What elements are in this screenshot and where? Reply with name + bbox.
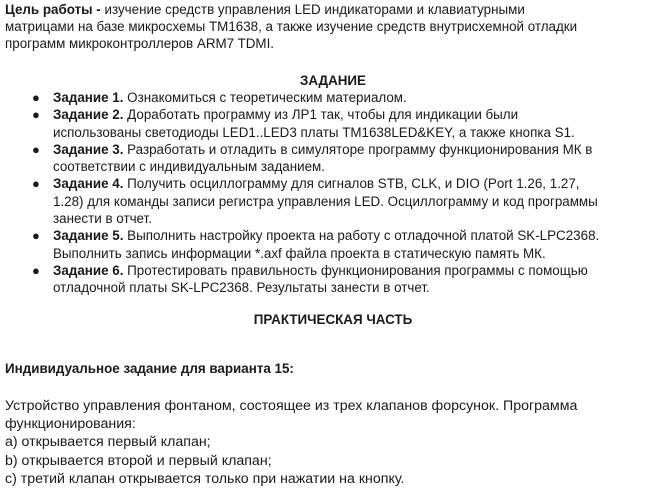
task-text: Получить осциллограмму для сигналов STB, CLK, и DIO (Port 1.26, 1.27, [123,176,580,192]
variant-title: Индивидуальное задание для варианта 15: [5,361,294,376]
task-item [0,89,666,106]
task-item [0,106,666,141]
task-text: Доработать программу из ЛР1 так, чтобы для индикации были [123,107,519,123]
lab-goal-text-line-2: матрицами на базе микросхемы TM1638, а также изучение средств внутрисхемной отладки [5,19,578,34]
variant-line: b) открывается второй и первый клапан; [5,452,272,469]
task-item [0,227,666,262]
task-list [0,89,666,297]
practice-heading: ПРАКТИЧЕСКАЯ ЧАСТЬ [253,312,413,327]
task-label: Задание 3. [53,141,124,157]
lab-goal-label: Цель работы - [5,2,101,17]
task-text: отладочной платы SK-LPC2368. Результаты занести в отчет. [53,280,430,296]
bullet-icon: ● [32,90,40,105]
task-text: Ознакомиться с теоретическим материалом. [123,90,407,105]
task-text: Выполнить настройку проекта на работу с отладочной платой SK-LPC2368. [123,228,600,244]
task-text: Выполнить запись информации *.axf файла проекта в статическую память МК. [53,245,546,261]
task-text: Протестировать правильность функционирования программы с помощью [123,262,588,278]
tasks-heading: ЗАДАНИЕ [300,73,366,88]
variant-line: с) третий клапан открывается только при нажатии на кнопку. [5,470,405,487]
task-text: Разработать и отладить в симуляторе программу функционирования МК в [123,141,593,157]
task-label: Задание 5. [53,228,124,244]
lab-goal-text-line-1: изучение средств управления LED индикаторами и клавиатурными [100,2,525,17]
task-text: использованы светодиоды LED1..LED3 платы TM1638LED&KEY, а также кнопка S1. [53,124,575,140]
bullet-icon: ● [32,141,40,157]
task-text: занести в отчет. [53,211,152,227]
task-item [0,141,666,176]
variant-line: а) открывается первый клапан; [5,434,211,451]
bullet-icon: ● [32,262,40,278]
task-label: Задание 2. [53,107,124,123]
task-text: соответствии с индивидуальным заданием. [53,159,325,175]
variant-line: Устройство управления фонтаном, состоящее из трех клапанов форсунок. Программа [5,398,578,414]
task-item [0,262,666,297]
variant-line: функционирования: [5,416,136,433]
bullet-icon: ● [32,176,40,192]
variant-description [5,397,660,488]
bullet-icon: ● [32,107,40,123]
task-item [0,175,666,227]
task-label: Задание 4. [53,176,124,192]
task-text: 1.28) для команды записи регистра управления LED. Осциллограмму и код программы [53,193,598,209]
lab-goal-paragraph [5,1,655,52]
task-label: Задание 6. [53,262,124,278]
task-label: Задание 1. [53,90,124,105]
lab-goal-text-line-3: программ микроконтроллеров ARM7 TDMI. [5,36,275,51]
bullet-icon: ● [32,228,40,244]
